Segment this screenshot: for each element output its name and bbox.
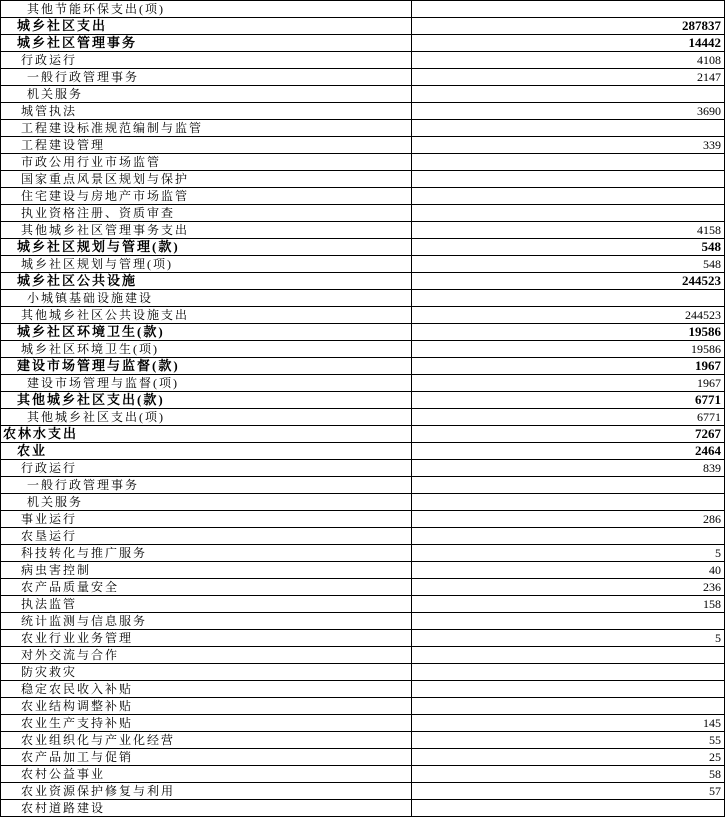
table-row (1, 426, 725, 443)
table-row (1, 562, 725, 579)
row-value: 5 (411, 630, 724, 647)
row-value (411, 1, 724, 18)
row-label: 城管执法 (1, 103, 412, 120)
row-label: 行政运行 (1, 460, 412, 477)
row-value: 244523 (411, 273, 724, 290)
row-label: 城乡社区环境卫生(项) (1, 341, 412, 358)
row-value: 839 (411, 460, 724, 477)
row-value (411, 613, 724, 630)
table-row (1, 290, 725, 307)
table-row (1, 222, 725, 239)
row-label: 农村公益事业 (1, 766, 412, 783)
row-label: 城乡社区公共设施 (1, 273, 412, 290)
row-value: 2464 (411, 443, 724, 460)
table-row (1, 324, 725, 341)
table-row (1, 630, 725, 647)
row-value (411, 188, 724, 205)
row-label: 农业资源保护修复与利用 (1, 783, 412, 800)
row-label: 其他城乡社区支出(款) (1, 392, 412, 409)
table-row (1, 256, 725, 273)
row-value (411, 120, 724, 137)
table-row (1, 477, 725, 494)
row-label: 农村道路建设 (1, 800, 412, 817)
table-row (1, 800, 725, 817)
row-value: 57 (411, 783, 724, 800)
row-label: 执业资格注册、资质审查 (1, 205, 412, 222)
row-label: 一般行政管理事务 (1, 69, 412, 86)
table-row (1, 86, 725, 103)
row-value: 19586 (411, 324, 724, 341)
row-label: 城乡社区支出 (1, 18, 412, 35)
row-value: 7267 (411, 426, 724, 443)
row-value (411, 698, 724, 715)
table-row (1, 783, 725, 800)
row-label: 农产品加工与促销 (1, 749, 412, 766)
row-label: 农垦运行 (1, 528, 412, 545)
row-label: 行政运行 (1, 52, 412, 69)
row-value (411, 477, 724, 494)
row-value: 145 (411, 715, 724, 732)
row-label: 执法监管 (1, 596, 412, 613)
row-value (411, 494, 724, 511)
table-row (1, 188, 725, 205)
row-label: 稳定农民收入补贴 (1, 681, 412, 698)
row-value (411, 205, 724, 222)
table-row (1, 154, 725, 171)
row-value (411, 528, 724, 545)
row-label: 其他城乡社区公共设施支出 (1, 307, 412, 324)
table-row (1, 494, 725, 511)
table-row (1, 647, 725, 664)
row-value: 244523 (411, 307, 724, 324)
table-row (1, 749, 725, 766)
row-value: 4158 (411, 222, 724, 239)
table-row (1, 35, 725, 52)
row-value: 6771 (411, 392, 724, 409)
table-row (1, 443, 725, 460)
row-value: 339 (411, 137, 724, 154)
table-row (1, 579, 725, 596)
row-label: 工程建设标准规范编制与监管 (1, 120, 412, 137)
row-label: 一般行政管理事务 (1, 477, 412, 494)
table-row (1, 18, 725, 35)
row-value (411, 681, 724, 698)
table-row (1, 392, 725, 409)
table-row (1, 103, 725, 120)
table-row (1, 120, 725, 137)
row-value: 3690 (411, 103, 724, 120)
row-value: 2147 (411, 69, 724, 86)
row-label: 事业运行 (1, 511, 412, 528)
table-row (1, 1, 725, 18)
table-row (1, 137, 725, 154)
row-value: 548 (411, 256, 724, 273)
row-label: 农业组织化与产业化经营 (1, 732, 412, 749)
row-value: 25 (411, 749, 724, 766)
row-value: 55 (411, 732, 724, 749)
table-row (1, 52, 725, 69)
row-value: 4108 (411, 52, 724, 69)
row-value: 1967 (411, 358, 724, 375)
row-label: 农业 (1, 443, 412, 460)
row-value: 548 (411, 239, 724, 256)
row-label: 城乡社区规划与管理(项) (1, 256, 412, 273)
table-row (1, 664, 725, 681)
row-label: 对外交流与合作 (1, 647, 412, 664)
row-value: 19586 (411, 341, 724, 358)
row-value: 5 (411, 545, 724, 562)
row-value (411, 647, 724, 664)
table-row (1, 239, 725, 256)
row-label: 病虫害控制 (1, 562, 412, 579)
row-label: 科技转化与推广服务 (1, 545, 412, 562)
table-row (1, 545, 725, 562)
row-value: 158 (411, 596, 724, 613)
table-row (1, 511, 725, 528)
row-value (411, 664, 724, 681)
row-value (411, 290, 724, 307)
row-label: 工程建设管理 (1, 137, 412, 154)
row-value: 287837 (411, 18, 724, 35)
row-label: 防灾救灾 (1, 664, 412, 681)
row-value: 286 (411, 511, 724, 528)
table-row (1, 409, 725, 426)
table-row (1, 171, 725, 188)
row-label: 其他城乡社区管理事务支出 (1, 222, 412, 239)
table-body (1, 1, 725, 817)
table-row (1, 715, 725, 732)
row-label: 农业生产支持补贴 (1, 715, 412, 732)
row-value: 14442 (411, 35, 724, 52)
table-row (1, 273, 725, 290)
table-row (1, 766, 725, 783)
row-value: 236 (411, 579, 724, 596)
table-row (1, 528, 725, 545)
row-label: 农业结构调整补贴 (1, 698, 412, 715)
table-row (1, 698, 725, 715)
row-label: 城乡社区规划与管理(款) (1, 239, 412, 256)
row-label: 其他节能环保支出(项) (1, 1, 412, 18)
row-label: 建设市场管理与监督(项) (1, 375, 412, 392)
row-value: 40 (411, 562, 724, 579)
row-value (411, 171, 724, 188)
row-value: 6771 (411, 409, 724, 426)
row-label: 小城镇基础设施建设 (1, 290, 412, 307)
row-label: 农产品质量安全 (1, 579, 412, 596)
row-value (411, 86, 724, 103)
row-label: 其他城乡社区支出(项) (1, 409, 412, 426)
table-row (1, 205, 725, 222)
table-row (1, 681, 725, 698)
row-label: 机关服务 (1, 494, 412, 511)
row-value: 1967 (411, 375, 724, 392)
table-row (1, 341, 725, 358)
row-label: 住宅建设与房地产市场监管 (1, 188, 412, 205)
row-label: 城乡社区环境卫生(款) (1, 324, 412, 341)
row-value: 58 (411, 766, 724, 783)
row-value (411, 800, 724, 817)
row-label: 建设市场管理与监督(款) (1, 358, 412, 375)
table-row (1, 613, 725, 630)
table-row (1, 375, 725, 392)
row-label: 国家重点风景区规划与保护 (1, 171, 412, 188)
row-label: 农林水支出 (1, 426, 412, 443)
row-label: 市政公用行业市场监管 (1, 154, 412, 171)
table-row (1, 358, 725, 375)
table-row (1, 307, 725, 324)
table-row (1, 69, 725, 86)
table-row (1, 460, 725, 477)
table-row (1, 732, 725, 749)
row-value (411, 154, 724, 171)
row-label: 农业行业业务管理 (1, 630, 412, 647)
table-row (1, 596, 725, 613)
row-label: 统计监测与信息服务 (1, 613, 412, 630)
row-label: 机关服务 (1, 86, 412, 103)
row-label: 城乡社区管理事务 (1, 35, 412, 52)
